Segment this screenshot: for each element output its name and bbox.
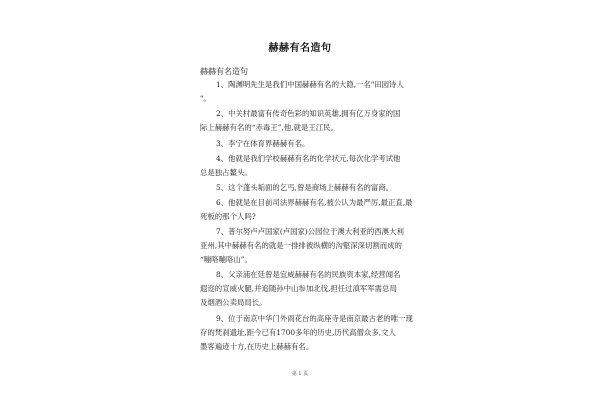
item-line: 总是独占鳌头。 [200, 168, 252, 177]
page-title: 赫赫有名造句 [268, 43, 332, 54]
item-line: 8、父亲浦在廷曾是宜威赫赫有名的民族资本家,经营闻名 [216, 270, 401, 279]
list-item [200, 181, 425, 195]
list-item [200, 78, 425, 106]
list-item [200, 152, 425, 180]
item-line: 2、中关村最富有传奇色彩的知识英雄,拥有亿万身家的国 [216, 109, 401, 118]
item-line: "。 [200, 94, 211, 103]
list-item [200, 268, 425, 310]
list-item [200, 225, 425, 267]
item-line: 3、李宁在体育界赫赫有名。 [216, 139, 310, 148]
item-line: 际上赫赫有名的“赤毒王”,他,就是王江民。 [200, 123, 338, 132]
page-number: 第 1 页 [291, 371, 309, 377]
item-line: 4、他就是我们学校赫赫有名的化学状元,每次化学考试他 [216, 154, 401, 163]
list-item [200, 196, 425, 224]
item-line: 6、他就是在目前司法界赫赫有名,被公认为最严厉,最正直,最 [216, 198, 413, 207]
item-line: 5、这个蓬头垢面的乞丐,曾是商场上赫赫有名的富商。 [216, 183, 394, 192]
item-line: “嘣咯嘣咯山”。 [200, 255, 252, 264]
item-line: 墨客遍迹十方,在历史上赫赫有名。 [200, 342, 314, 351]
item-line: 1、陶渊明先生是我们中国赫赫有名的大隐,一名"田园诗人 [216, 80, 404, 89]
item-line: 死板的那个人吗? [200, 212, 256, 221]
list-item [200, 107, 425, 135]
item-line: 亚州,其中赫赫有名的就是一排排被纵横的沟壑深深切割而成的 [200, 241, 402, 250]
item-line: 7、普尔努卢卢国家(卢国家)公园位于澳大利亚的西澳大利 [216, 227, 404, 236]
list-item [200, 312, 425, 354]
list-item [200, 137, 425, 151]
item-line: 存的梵刹遗址,距今已有1700多年的历史,历代高僧众多,文人 [200, 328, 396, 337]
item-line: 遐迩的宣威火腿,并追随孙中山参加北伐,担任过滇军军需总局 [200, 284, 397, 293]
item-line: 及烟酒公卖局局长。 [200, 298, 267, 307]
item-line: 9、位于南京中华门外雨花台的高座寺是南京最古老的唯一现 [216, 314, 413, 323]
subheading: 赫赫有名造句 [200, 67, 248, 76]
